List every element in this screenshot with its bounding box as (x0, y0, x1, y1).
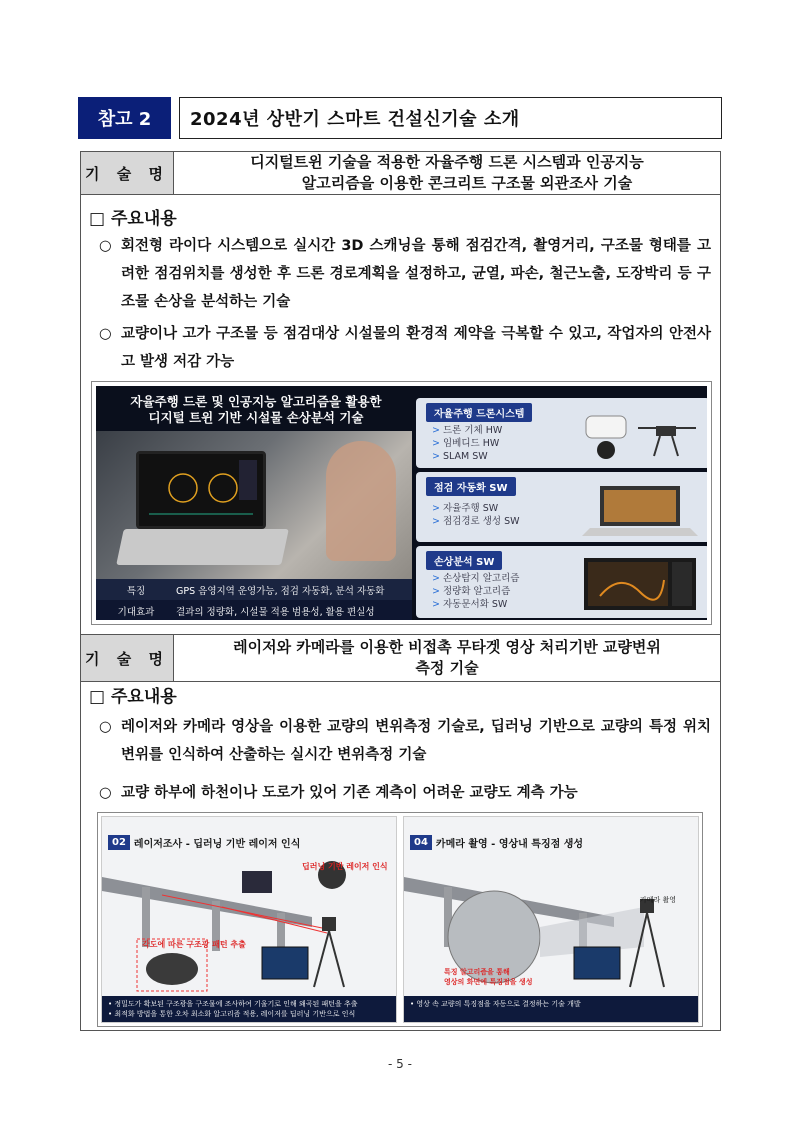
page-number: - 5 - (388, 1057, 412, 1071)
tech1-title-line2: 알고리즘을 이용한 콘크리트 구조물 외관조사 기술 (301, 174, 633, 192)
tech2-title (174, 635, 720, 681)
laptop-keyboard (116, 529, 289, 565)
tech1-bullet-1: ○ 회전형 라이다 시스템으로 실시간 3D 스캐닝을 통해 점검간격, 촬영거리, 구조물 형태를 고려한 점검위치를 생성한 후 드론 경로계획을 설정하고, 균열, 파손, 철근노출, 도장박리 등 구조물 손상을 분석하는 기술 (99, 232, 711, 316)
laser-panel-caption: • 정밀도가 확보된 구조광을 구조물에 조사하여 기울기로 인해 왜곡된 패턴을 추출 • 최적화 방법을 통한 오차 최소화 알고리즘 적용, 레이저를 딥러닝 기반으로 인식 (102, 996, 396, 1022)
tech1-section-heading: □ 주요내용 (89, 209, 177, 229)
tech1-title-row (81, 152, 720, 195)
bullet-marker: ○ (99, 785, 112, 801)
tech1-title (174, 152, 720, 194)
content-frame (80, 151, 721, 1031)
feature-table (96, 579, 412, 620)
hand-shape (326, 441, 396, 561)
tech2-figure (97, 812, 703, 1027)
tech1-figure (91, 381, 712, 625)
laptop-screen (136, 451, 266, 529)
effect-row: 기대효과 결과의 정량화, 시설물 적용 범용성, 활용 편실성 (96, 600, 412, 620)
tech2-bullet-2: ○ 교량 하부에 하천이나 도로가 있어 기존 계측이 어려운 교량도 계측 가능 (99, 779, 711, 807)
tech2-bullet-1: ○ 레이저와 카메라 영상을 이용한 교량의 변위측정 기술로, 딥러닝 기반으로 교량의 특정 위치 변위를 인식하여 산출하는 실시간 변위측정 기술 (99, 713, 711, 769)
tech2-label: 기 술 명 (81, 635, 174, 681)
laser-panel: 02 레이저조사 - 딥러닝 기반 레이저 인식 딥러닝 기반 레이저 인식 각도에 따른 구조광 패턴 추출 • 정밀도가 확보된 구조광을 구조물에 조사하여 기울기로 인해 왜곡된 패턴을 추출 • 최적화 방법을 통한 오차 최소화 알고리즘 적용, 레이저를 딥러닝 기반으로 인식 (101, 816, 397, 1023)
tech2-title-row (81, 634, 720, 682)
page-header (78, 97, 722, 139)
camera-panel-caption: • 영상 속 교량의 특징점을 자동으로 결정하는 기술 개발 (404, 996, 698, 1022)
laptop-photo (96, 431, 412, 579)
tech1-title-line1: 디지털트윈 기술을 적용한 자율주행 드론 시스템과 인공지능 (250, 153, 644, 171)
camera-panel: 04 카메라 촬영 - 영상내 특징점 생성 카메라 촬영 특징 알고리즘을 통해 영상의 화면에 특징점을 생성 • 영상 속 교량의 특징점을 자동으로 결정하는 기술 개발 (403, 816, 699, 1023)
monitor-icon (580, 556, 700, 612)
tech2-title-line2: 측정 기술 (415, 659, 479, 677)
bullet-marker: ○ (99, 238, 112, 254)
tech1-label: 기 술 명 (81, 152, 174, 194)
figure-title: 자율주행 드론 및 인공지능 알고리즘을 활용한 디지털 트윈 기반 시설물 손상분석 기술 (130, 394, 382, 425)
feature-row: 특징 GPS 음영지역 운영가능, 점검 자동화, 분석 자동화 (96, 579, 412, 600)
tech2-section-heading: □ 주요내용 (89, 687, 177, 707)
drone-icon (580, 408, 700, 464)
drone-system-card: 자율주행 드론시스템 > 드론 기체 HW > 임베디드 HW > SLAM SW (416, 398, 707, 468)
bullet-marker: ○ (99, 719, 112, 735)
page-title: 2024년 상반기 스마트 건설신기술 소개 (179, 97, 722, 139)
inspection-automation-card: 점검 자동화 SW > 자율주행 SW > 점검경로 생성 SW (416, 472, 707, 542)
laptop-icon (580, 482, 700, 538)
tech1-bullet-2: ○ 교량이나 고가 구조물 등 점검대상 시설물의 환경적 제약을 극복할 수 있고, 작업자의 안전사고 발생 저감 가능 (99, 320, 711, 376)
reference-badge: 참고 2 (78, 97, 171, 139)
tech2-title-line1: 레이저와 카메라를 이용한 비접촉 무타겟 영상 처리기반 교량변위 (233, 638, 661, 656)
damage-analysis-card: 손상분석 SW > 손상탐지 알고리즘 > 정량화 알고리즘 > 자동문서화 SW (416, 546, 707, 618)
bullet-marker: ○ (99, 326, 112, 342)
